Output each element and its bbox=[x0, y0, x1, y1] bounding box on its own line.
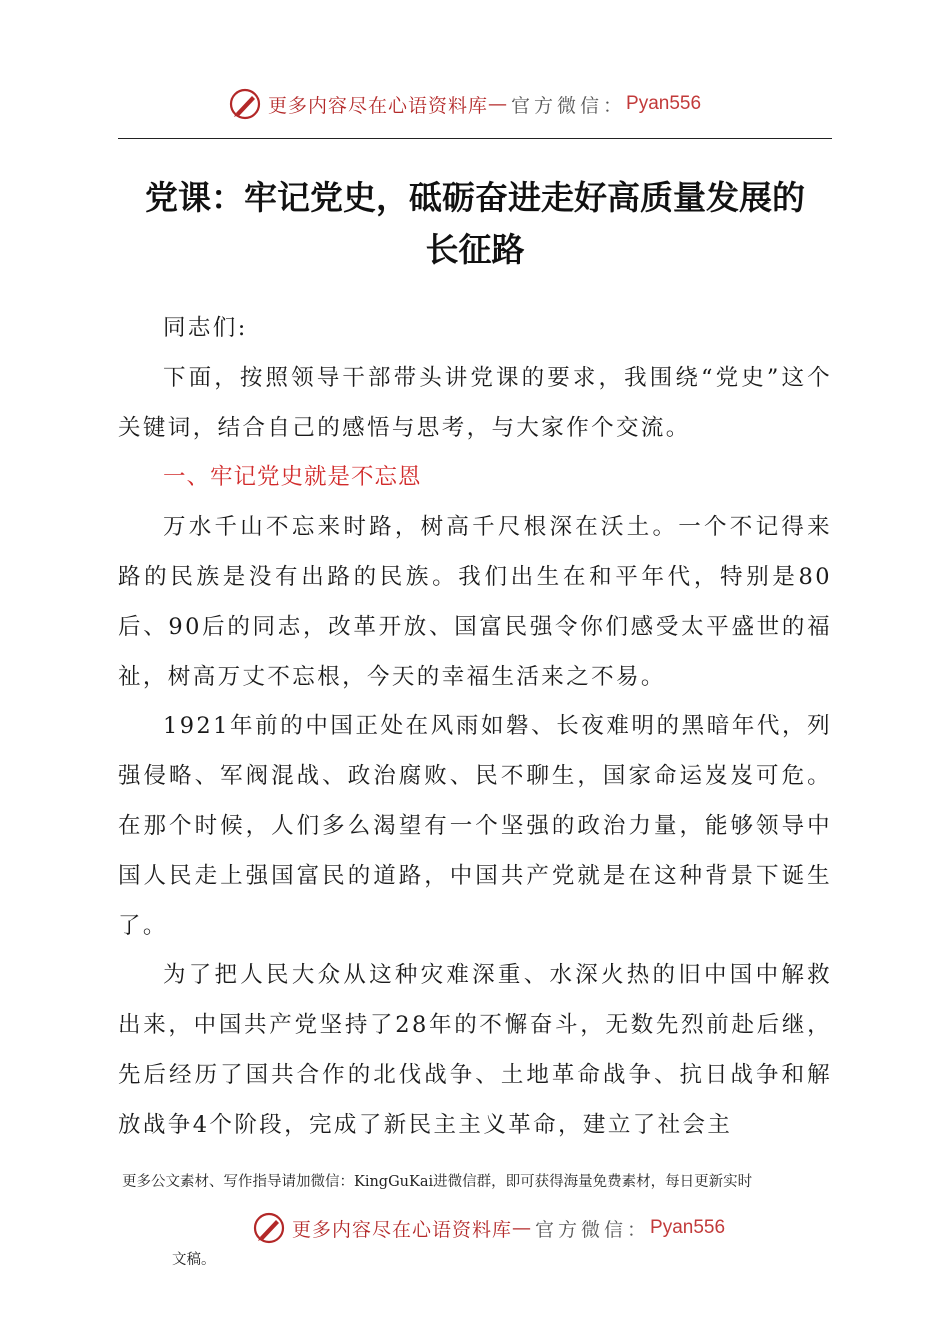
watermark-header bbox=[228, 84, 701, 124]
footer-note: 更多公文素材、写作指导请加微信：KingGuKai进微信群，即可获得海量免费素材，每日更新实时 bbox=[122, 1174, 753, 1190]
watermark-site-text: 更多内容尽在心语资料库 bbox=[268, 94, 489, 117]
pen-logo-icon bbox=[252, 1211, 286, 1245]
watermark-footer bbox=[252, 1208, 725, 1248]
footer-note-continuation: 文稿。 bbox=[172, 1252, 216, 1268]
watermark-id: Pyan556 bbox=[650, 1217, 726, 1238]
document-title bbox=[118, 172, 832, 276]
header-divider bbox=[118, 138, 832, 139]
watermark-id: Pyan556 bbox=[626, 93, 702, 114]
document-body bbox=[118, 304, 832, 1151]
paragraph: 1921年前的中国正处在风雨如磐、长夜难明的黑暗年代，列强侵略、军阀混战、政治腐败、民不聊生，国家命运岌岌可危。在那个时候，人们多么渴望有一个坚强的政治力量，能够领导中国人民走上强国富民的道路，中国共产党就是在这种背景下诞生了。 bbox=[118, 713, 832, 939]
pen-logo-icon bbox=[228, 87, 262, 121]
watermark-label: 官方微信： bbox=[535, 1218, 651, 1241]
paragraph: 同志们: bbox=[163, 315, 248, 341]
title-line-2: 长征路 bbox=[425, 230, 525, 269]
paragraph: 万水千山不忘来时路，树高千尺根深在沃土。一个不记得来路的民族是没有出路的民族。我们出生在和平年代，特别是80后、90后的同志，改革开放、国富民强令你们感受太平盛世的福祉，树高万丈不忘根，今天的幸福生活来之不易。 bbox=[118, 514, 832, 690]
section-heading: 一、牢记党史就是不忘恩 bbox=[163, 464, 422, 491]
watermark-site-text: 更多内容尽在心语资料库 bbox=[292, 1218, 513, 1241]
watermark-separator: — bbox=[488, 93, 508, 115]
watermark-separator: — bbox=[512, 1217, 532, 1239]
title-line-1: 党课：牢记党史，砥砺奋进走好高质量发展的 bbox=[145, 178, 805, 217]
paragraph: 为了把人民大众从这种灾难深重、水深火热的旧中国中解救出来，中国共产党坚持了28年的不懈奋斗，无数先烈前赴后继，先后经历了国共合作的北伐战争、土地革命战争、抗日战争和解放战争4个阶段，完成了新民主主义革命，建立了社会主 bbox=[118, 962, 832, 1138]
paragraph: 下面，按照领导干部带头讲党课的要求，我围绕“党史”这个关键词，结合自己的感悟与思考，与大家作个交流。 bbox=[118, 364, 832, 441]
watermark-label: 官方微信： bbox=[511, 94, 627, 117]
